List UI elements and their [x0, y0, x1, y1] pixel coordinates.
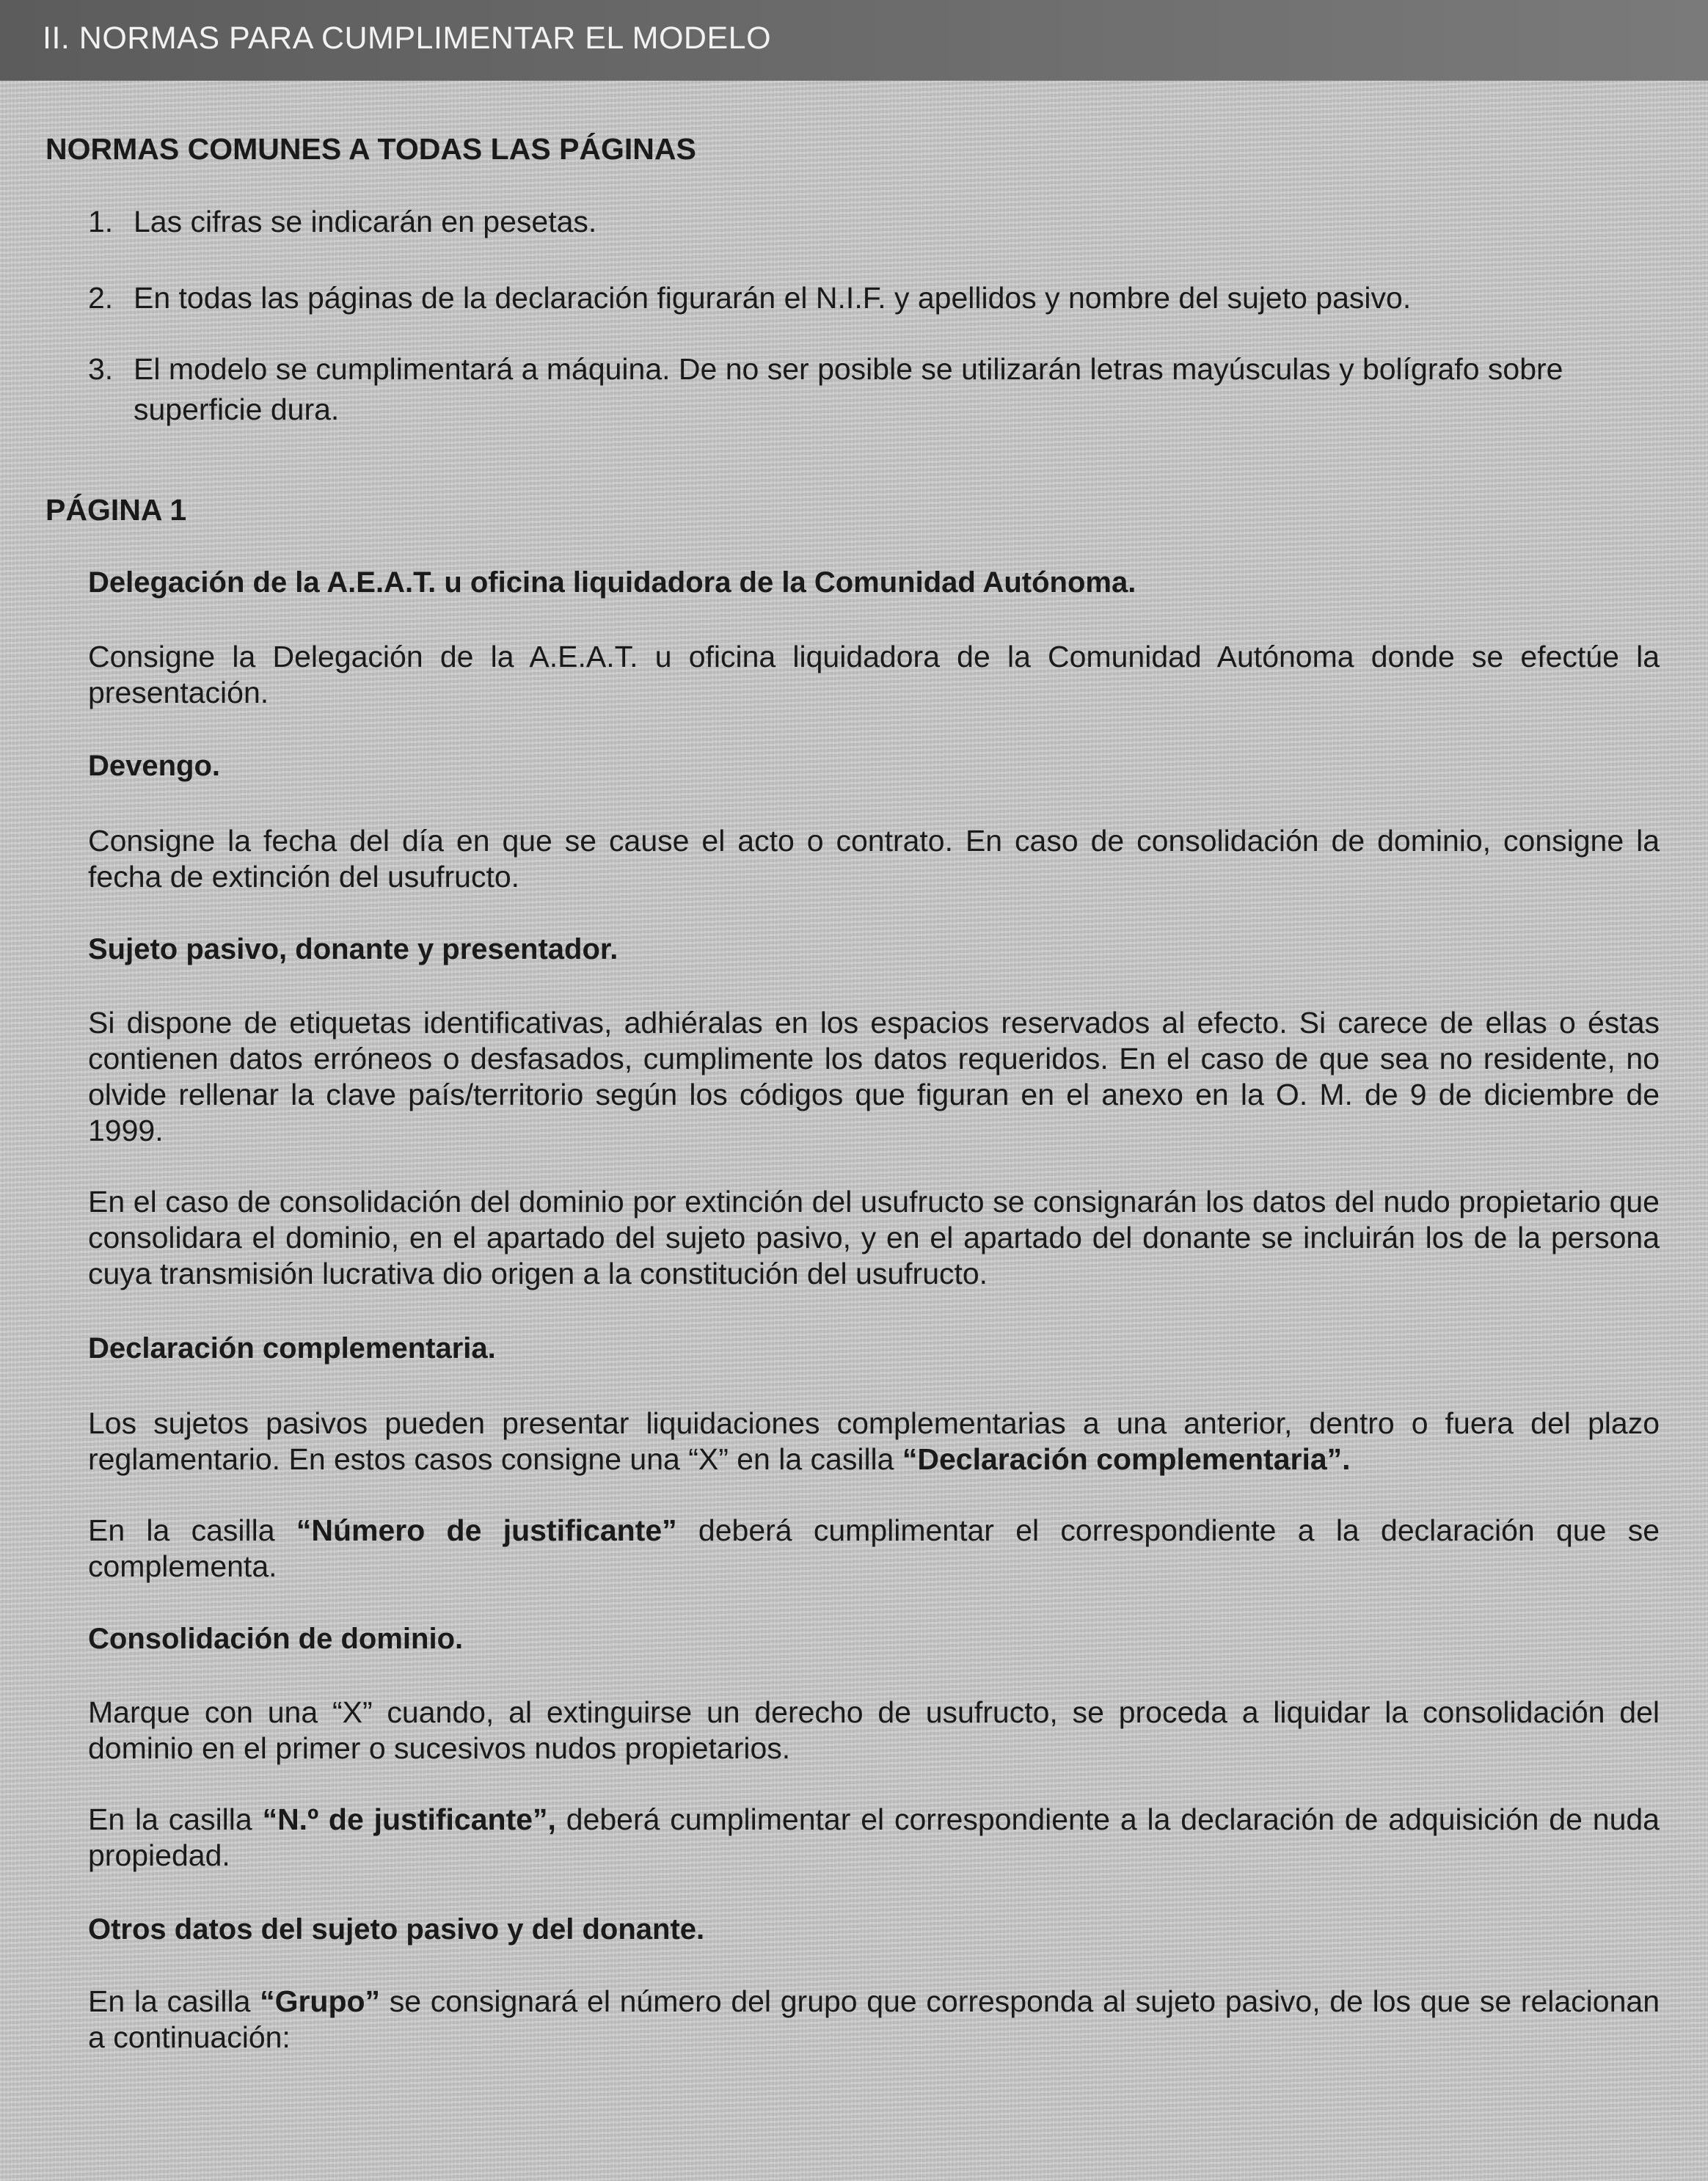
list-item-text: Las cifras se indicarán en pesetas. [134, 205, 597, 238]
list-item [88, 349, 1658, 430]
list-item [88, 202, 1658, 241]
header-bar [0, 0, 1708, 81]
emphasis-text: “Número de justificante” [296, 1513, 677, 1547]
paragraph-sujeto-2: En el caso de consolidación del dominio por extinción del usufructo se consignarán los datos del nudo propietario que consolidara el dominio, en el apartado del sujeto pasivo, y en el apartado del donante se incluirán los de la persona cuya transmisión lucrativa dio origen a la constitución del usufructo. [88, 1185, 1660, 1290]
paragraph-text: Los sujetos pasivos pueden presentar liquidaciones complementarias a una anterior, dentro o fuera del plazo reglamentario. En estos casos consigne una “X” en la casilla [88, 1406, 1660, 1476]
paragraph-delegacion: Consigne la Delegación de la A.E.A.T. u oficina liquidadora de la Comunidad Autónoma donde se efectúe la presentación. [88, 640, 1660, 709]
subheading-complementaria: Declaración complementaria. [88, 1332, 496, 1365]
paragraph-text: En la casilla [88, 1513, 296, 1547]
subheading-sujeto: Sujeto pasivo, donante y presentador. [88, 933, 618, 965]
paragraph-devengo: Consigne la fecha del día en que se cause el acto o contrato. En caso de consolidación de dominio, consigne la fecha de extinción del usufructo. [88, 824, 1660, 894]
emphasis-text: “Declaración complementaria”. [902, 1442, 1351, 1476]
paragraph-otros [88, 1984, 1660, 2056]
subheading-delegacion: Delegación de la A.E.A.T. u oficina liquidadora de la Comunidad Autónoma. [88, 566, 1136, 599]
paragraph-text: se consignará el número del grupo que corresponda al sujeto pasivo, de los que se relacionan a continuación: [88, 1984, 1660, 2054]
list-item-number: 3. [88, 352, 114, 386]
header-title: II. NORMAS PARA CUMPLIMENTAR EL MODELO [43, 21, 772, 56]
paragraph-consolidacion-1: Marque con una “X” cuando, al extinguirse un derecho de usufructo, se proceda a liquidar la consolidación del dominio en el primer o sucesivos nudos propietarios. [88, 1695, 1660, 1765]
subheading-otros: Otros datos del sujeto pasivo y del donante. [88, 1913, 705, 1946]
list-item-number: 1. [88, 205, 114, 238]
paragraph-text: deberá cumplimentar el correspondiente a la declaración que se complementa. [88, 1513, 1660, 1583]
section-title-page1: PÁGINA 1 [45, 493, 187, 527]
list-item [88, 279, 1658, 317]
list-item-text: El modelo se cumplimentará a máquina. De no ser posible se utilizarán letras mayúsculas y bolígrafo sobre superficie dura. [134, 352, 1563, 426]
subheading-devengo: Devengo. [88, 750, 221, 782]
paragraph-text: En la casilla [88, 1984, 260, 2018]
paragraph-text: En la casilla [88, 1802, 263, 1836]
paragraph-complementaria-2 [88, 1513, 1660, 1585]
emphasis-text: “Grupo” [260, 1984, 381, 2018]
paragraph-sujeto-1: Si dispone de etiquetas identificativas, adhiéralas en los espacios reservados al efecto. Si carece de ellas o éstas contienen datos erróneos o desfasados, cumplimente los datos requeridos. En el caso de que sea no residente, no olvide rellenar la clave país/territorio según los códigos que figuran en el anexo en la O. M. de 9 de diciembre de 1999. [88, 1006, 1660, 1147]
list-item-text: En todas las páginas de la declaración figurarán el N.I.F. y apellidos y nombre del sujeto pasivo. [134, 281, 1412, 315]
section-title-common: NORMAS COMUNES A TODAS LAS PÁGINAS [45, 132, 696, 166]
subheading-consolidacion: Consolidación de dominio. [88, 1623, 464, 1655]
paragraph-text: deberá cumplimentar el correspondiente a la declaración de adquisición de nuda propiedad. [88, 1802, 1660, 1872]
paragraph-complementaria-1 [88, 1406, 1660, 1477]
list-item-number: 2. [88, 281, 114, 315]
paragraph-consolidacion-2 [88, 1802, 1660, 1874]
emphasis-text: “N.º de justificante”, [262, 1802, 556, 1836]
